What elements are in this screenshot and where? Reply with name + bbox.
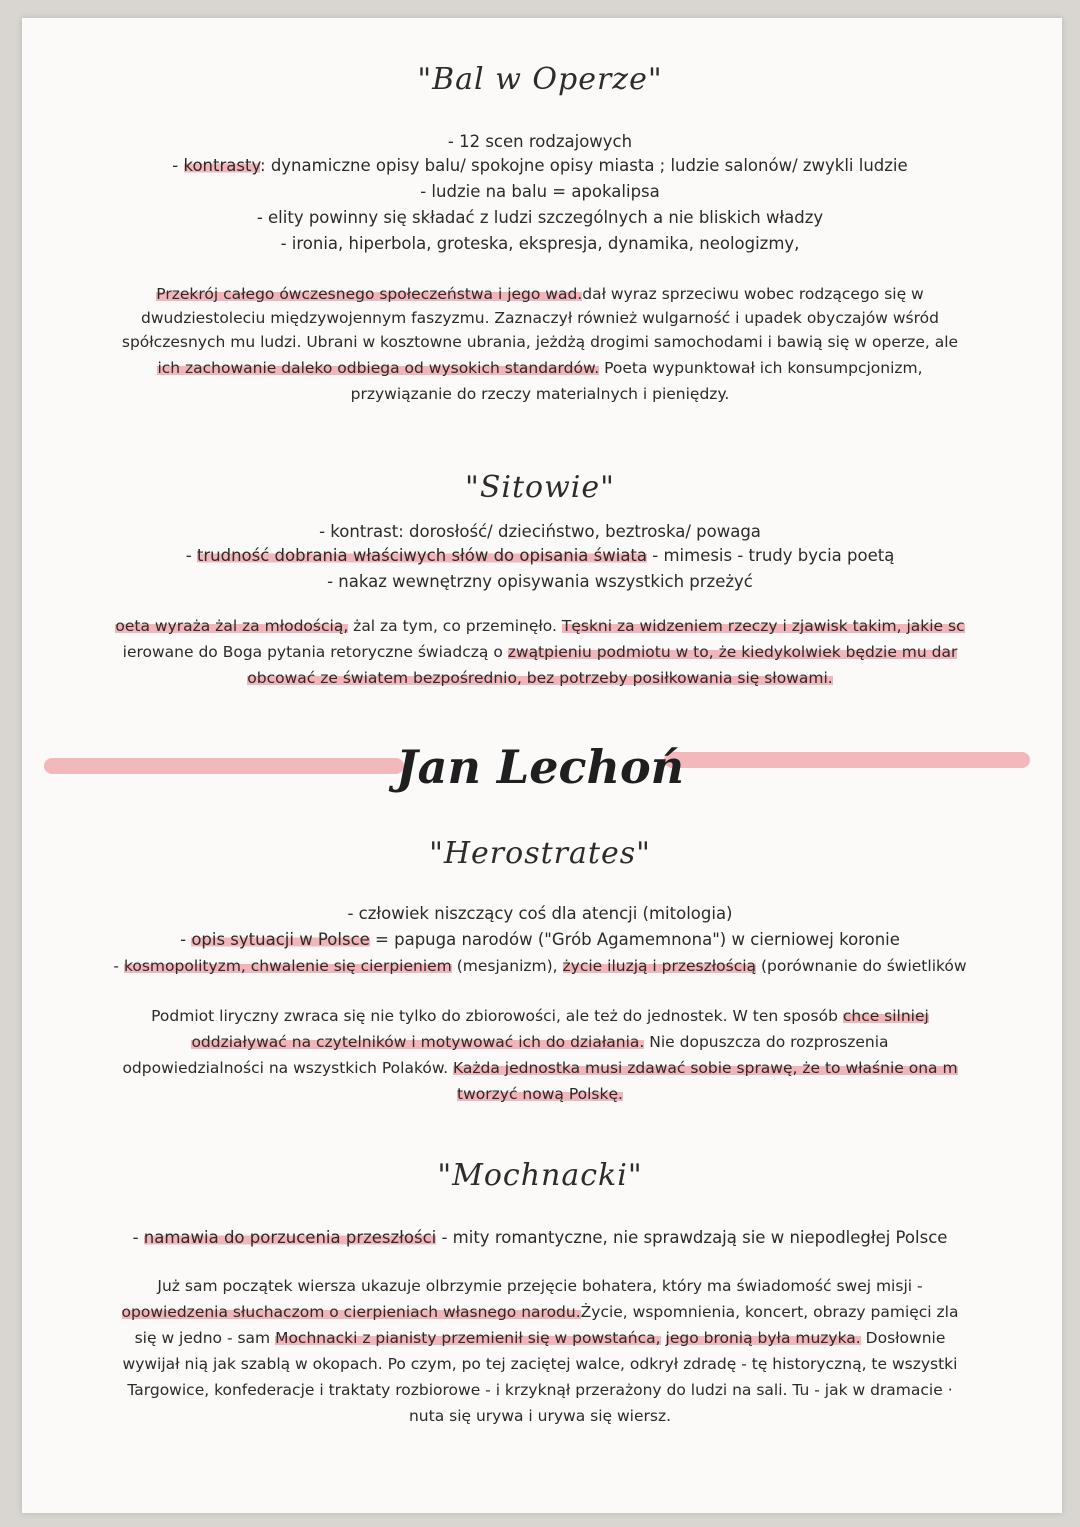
bullet-text: = papuga narodów ("Grób Agamemnona") w cierniowej koronie <box>369 930 900 949</box>
highlight: kontrasty <box>183 156 261 175</box>
bullet-dash: - <box>132 1228 144 1247</box>
bal-para-line-1 <box>0 282 1080 306</box>
highlight: obcować ze światem bezpośrednio, bez potrzeby posiłkowania się słowami. <box>247 669 833 687</box>
highlight: ich zachowanie daleko odbiega od wysokich standardów. <box>157 359 600 377</box>
bal-bullet-5: - ironia, hiperbola, groteska, ekspresja, dynamika, neologizmy, <box>280 234 800 253</box>
highlight: tworzyć nową Polskę. <box>457 1085 623 1103</box>
bullet-text: : dynamiczne opisy balu/ spokojne opisy miasta ; ludzie salonów/ zwykli ludzie <box>260 156 908 175</box>
para-text <box>661 1329 666 1347</box>
bullet-dash: - <box>180 930 192 949</box>
bal-para-line-4 <box>0 356 1080 380</box>
herostrates-bullet-2 <box>0 928 1080 952</box>
mochnacki-para-line-2 <box>0 1300 1080 1324</box>
para-text: Poeta wypunktował ich konsumpcjonizm, <box>599 359 923 377</box>
title-sitowie: "Sitowie" <box>465 470 615 505</box>
title-herostrates: "Herostrates" <box>429 836 651 871</box>
bullet-text: - mimesis - trudy bycia poetą <box>647 546 895 565</box>
sitowie-bullet-3: - nakaz wewnętrzny opisywania wszystkich przeżyć <box>327 572 753 591</box>
bal-para-line-5: przywiązanie do rzeczy materialnych i pieniędzy. <box>350 385 730 403</box>
herostrates-bullet-1: - człowiek niszczący coś dla atencji (mitologia) <box>347 904 733 923</box>
bullet-dash: - <box>113 957 124 975</box>
bal-bullet-3: - ludzie na balu = apokalipsa <box>420 182 660 201</box>
para-text: Życie, wspomnienia, koncert, obrazy pamięci zla <box>580 1303 959 1321</box>
para-text: Dosłownie <box>860 1329 946 1347</box>
highlight: chce silniej <box>842 1007 929 1025</box>
para-text: Podmiot liryczny zwraca się nie tylko do zbiorowości, ale też do jednostek. W ten sposób <box>151 1007 843 1025</box>
herostrates-bullet-3 <box>0 954 1080 978</box>
para-text: dał wyraz sprzeciwu wobec rodzącego się w <box>582 285 924 303</box>
title-mochnacki: "Mochnacki" <box>437 1158 643 1193</box>
sitowie-para-line-1 <box>0 614 1080 638</box>
mochnacki-para-line-5: Targowice, konfederacje i traktaty rozbiorowe - i krzyknął przerażony do ludzi na sali. Tu - jak w dramacie · <box>127 1381 953 1399</box>
bullet-text: - mity romantyczne, nie sprawdzają sie w niepodległej Polsce <box>436 1228 948 1247</box>
highlight: Tęskni za widzeniem rzeczy i zjawisk takim, jakie sc <box>561 617 965 635</box>
highlight: życie iluzją i przeszłością <box>562 957 757 975</box>
mochnacki-para-line-1: Już sam początek wiersza ukazuje olbrzymie przejęcie bohatera, który ma świadomość swej misji - <box>157 1277 923 1295</box>
para-text: ierowane do Boga pytania retoryczne świadczą o <box>122 643 508 661</box>
sitowie-para-line-3 <box>0 666 1080 690</box>
mochnacki-para-line-6: nuta się urywa i urywa się wiersz. <box>408 1407 672 1425</box>
para-text: odpowiedzialności na wszystkich Polaków. <box>122 1059 453 1077</box>
herostrates-para-line-4 <box>0 1082 1080 1106</box>
herostrates-para-line-3 <box>0 1056 1080 1080</box>
highlight: jego bronią była muzyka. <box>665 1329 861 1347</box>
bal-bullet-2 <box>0 154 1080 178</box>
mochnacki-bullet-1 <box>0 1226 1080 1250</box>
sitowie-bullet-1: - kontrast: dorosłość/ dzieciństwo, beztroska/ powaga <box>319 522 761 541</box>
highlight: Przekrój całego ówczesnego społeczeństwa i jego wad. <box>156 285 583 303</box>
bullet-dash: - <box>185 546 197 565</box>
para-text: się w jedno - sam <box>134 1329 276 1347</box>
mochnacki-para-line-4: wywijał nią jak szablą w okopach. Po czym, po tej zaciętej walce, odkrył zdradę - tę historyczną, te wszystki <box>122 1355 958 1373</box>
bal-bullet-4: - elity powinny się składać z ludzi szczególnych a nie bliskich władzy <box>256 208 824 227</box>
mochnacki-para-line-3 <box>0 1326 1080 1350</box>
para-text: żal za tym, co przeminęło. <box>348 617 562 635</box>
bullet-text: (mesjanizm), <box>451 957 563 975</box>
highlight: opis sytuacji w Polsce <box>191 930 370 949</box>
highlight: zwątpieniu podmiotu w to, że kiedykolwiek będzie mu dar <box>507 643 958 661</box>
bal-para-line-2: dwudziestoleciu międzywojennym faszyzmu. Zaznaczył również wulgarność i upadek obyczajów wśród <box>141 309 939 327</box>
bal-para-line-3: spółczesnych mu ludzi. Ubrani w kosztowne ubrania, jeżdżą drogimi samochodami i bawią się w operze, ale <box>121 333 959 351</box>
herostrates-para-line-2 <box>0 1030 1080 1054</box>
highlight: kosmopolityzm, chwalenie się cierpieniem <box>123 957 452 975</box>
bal-bullet-1: - 12 scen rodzajowych <box>447 132 633 151</box>
highlight: Każda jednostka musi zdawać sobie sprawę, że to właśnie ona m <box>452 1059 958 1077</box>
bullet-text: (porównanie do świetlików <box>756 957 967 975</box>
para-text: Nie dopuszcza do rozproszenia <box>644 1033 889 1051</box>
highlight: oddziaływać na czytelników i motywować ich do działania. <box>191 1033 645 1051</box>
author-heading: Jan Lechoń <box>395 740 685 794</box>
highlight: trudność dobrania właściwych słów do opisania świata <box>196 546 648 565</box>
herostrates-para-line-1 <box>0 1004 1080 1028</box>
sitowie-para-line-2 <box>0 640 1080 664</box>
highlight: namawia do porzucenia przeszłości <box>143 1228 437 1247</box>
bullet-dash: - <box>172 156 184 175</box>
highlight: opowiedzenia słuchaczom o cierpieniach własnego narodu. <box>121 1303 581 1321</box>
highlight: oeta wyraża żal za młodością, <box>115 617 349 635</box>
title-bal-w-operze: "Bal w Operze" <box>417 62 663 97</box>
highlight: Mochnacki z pianisty przemienił się w powstańca, <box>275 1329 661 1347</box>
sitowie-bullet-2 <box>0 544 1080 568</box>
